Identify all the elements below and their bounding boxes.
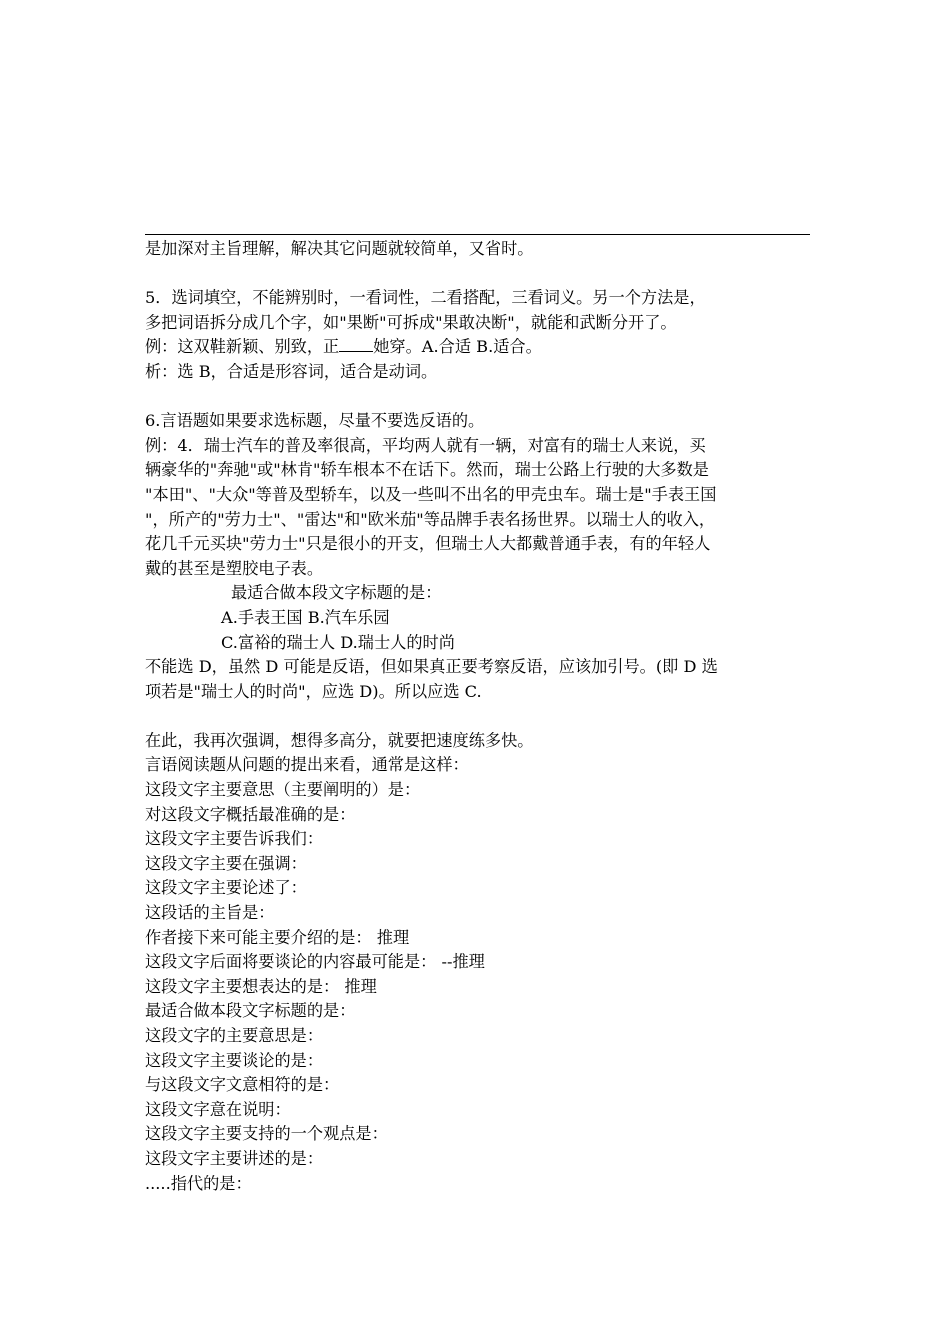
- closing-intro: 言语阅读题从问题的提出来看，通常是这样：: [145, 755, 469, 775]
- header-rule: [145, 234, 810, 235]
- paragraph-gap: [145, 262, 810, 287]
- question-type-item: 这段文字意在说明：: [145, 1099, 291, 1119]
- question-type-item: 这段文字主要想表达的是： 推理: [145, 976, 377, 996]
- tip6-passage-line: 辆豪华的"奔驰"或"林肯"轿车根本不在话下。然而，瑞士公路上行驶的大多数是: [145, 460, 709, 480]
- tip6-passage-line: 戴的甚至是塑胶电子表。: [145, 558, 324, 578]
- question-type-item: 这段文字主要论述了：: [145, 878, 307, 898]
- tip5-analysis: 析：选 B，合适是形容词，适合是动词。: [145, 361, 438, 381]
- paragraph-gap: [145, 704, 810, 729]
- example-text-before: 例：这双鞋新颖、别致，正: [145, 337, 340, 357]
- example-text-after: 她穿。A.合适 B.适合。: [373, 337, 542, 357]
- tip6-question: 最适合做本段文字标题的是：: [231, 583, 442, 603]
- tip6-options-cd: C.富裕的瑞士人 D.瑞士人的时尚: [221, 632, 455, 652]
- tip6-passage-line: 例：4．瑞士汽车的普及率很高，平均两人就有一辆，对富有的瑞士人来说，买: [145, 435, 706, 455]
- question-type-item: 对这段文字概括最准确的是：: [145, 804, 356, 824]
- question-type-item: 作者接下来可能主要介绍的是： 推理: [145, 927, 410, 947]
- tip6-passage-line: 花几千元买块"劳力士"只是很小的开支，但瑞士人大都戴普通手表，有的年轻人: [145, 534, 711, 554]
- question-type-item: 这段话的主旨是：: [145, 903, 275, 923]
- document-body: [145, 234, 810, 1196]
- question-type-item: 这段文字主要告诉我们：: [145, 829, 324, 849]
- tip5-example: [145, 335, 810, 360]
- tip5-line1: 5．选词填空，不能辨别时，一看词性，二看搭配，三看词义。另一个方法是，: [145, 288, 706, 308]
- tip6-options-ab: A.手表王国 B.汽车乐园: [221, 607, 390, 627]
- question-type-item: 这段文字主要讲述的是：: [145, 1148, 324, 1168]
- tip6-explanation-line: 不能选 D，虽然 D 可能是反语，但如果真正要考察反语，应该加引号。(即 D 选: [145, 657, 718, 677]
- tip6-passage-line: "，所产的"劳力士"、"雷达"和"欧米茄"等品牌手表名扬世界。以瑞士人的收入，: [145, 509, 716, 529]
- question-type-item: .....指代的是：: [145, 1173, 252, 1193]
- fill-blank: [339, 338, 373, 352]
- paragraph-gap: [145, 385, 810, 410]
- tip5-line2: 多把词语拆分成几个字，如"果断"可拆成"果敢决断"，就能和武断分开了。: [145, 312, 677, 332]
- question-type-item: 与这段文字文意相符的是：: [145, 1075, 340, 1095]
- question-type-item: 这段文字主要在强调：: [145, 853, 307, 873]
- question-type-item: 这段文字主要意思（主要阐明的）是：: [145, 780, 421, 800]
- tip6-heading: 6.言语题如果要求选标题，尽量不要选反语的。: [145, 411, 485, 431]
- tip6-passage-line: "本田"、"大众"等普及型轿车，以及一些叫不出名的甲壳虫车。瑞士是"手表王国: [145, 484, 717, 504]
- question-type-item: 这段文字主要支持的一个观点是：: [145, 1124, 388, 1144]
- closing-emphasis: 在此，我再次强调，想得多高分，就要把速度练多快。: [145, 730, 534, 750]
- question-type-item: 这段文字后面将要谈论的内容最可能是： --推理: [145, 952, 485, 972]
- intro-line: 是加深对主旨理解，解决其它问题就较简单，又省时。: [145, 239, 534, 258]
- question-type-item: 最适合做本段文字标题的是：: [145, 1001, 356, 1021]
- question-type-item: 这段文字的主要意思是：: [145, 1026, 324, 1045]
- tip6-explanation-line: 项若是"瑞士人的时尚"，应选 D)。所以应选 C.: [145, 681, 482, 701]
- question-type-item: 这段文字主要谈论的是：: [145, 1050, 324, 1070]
